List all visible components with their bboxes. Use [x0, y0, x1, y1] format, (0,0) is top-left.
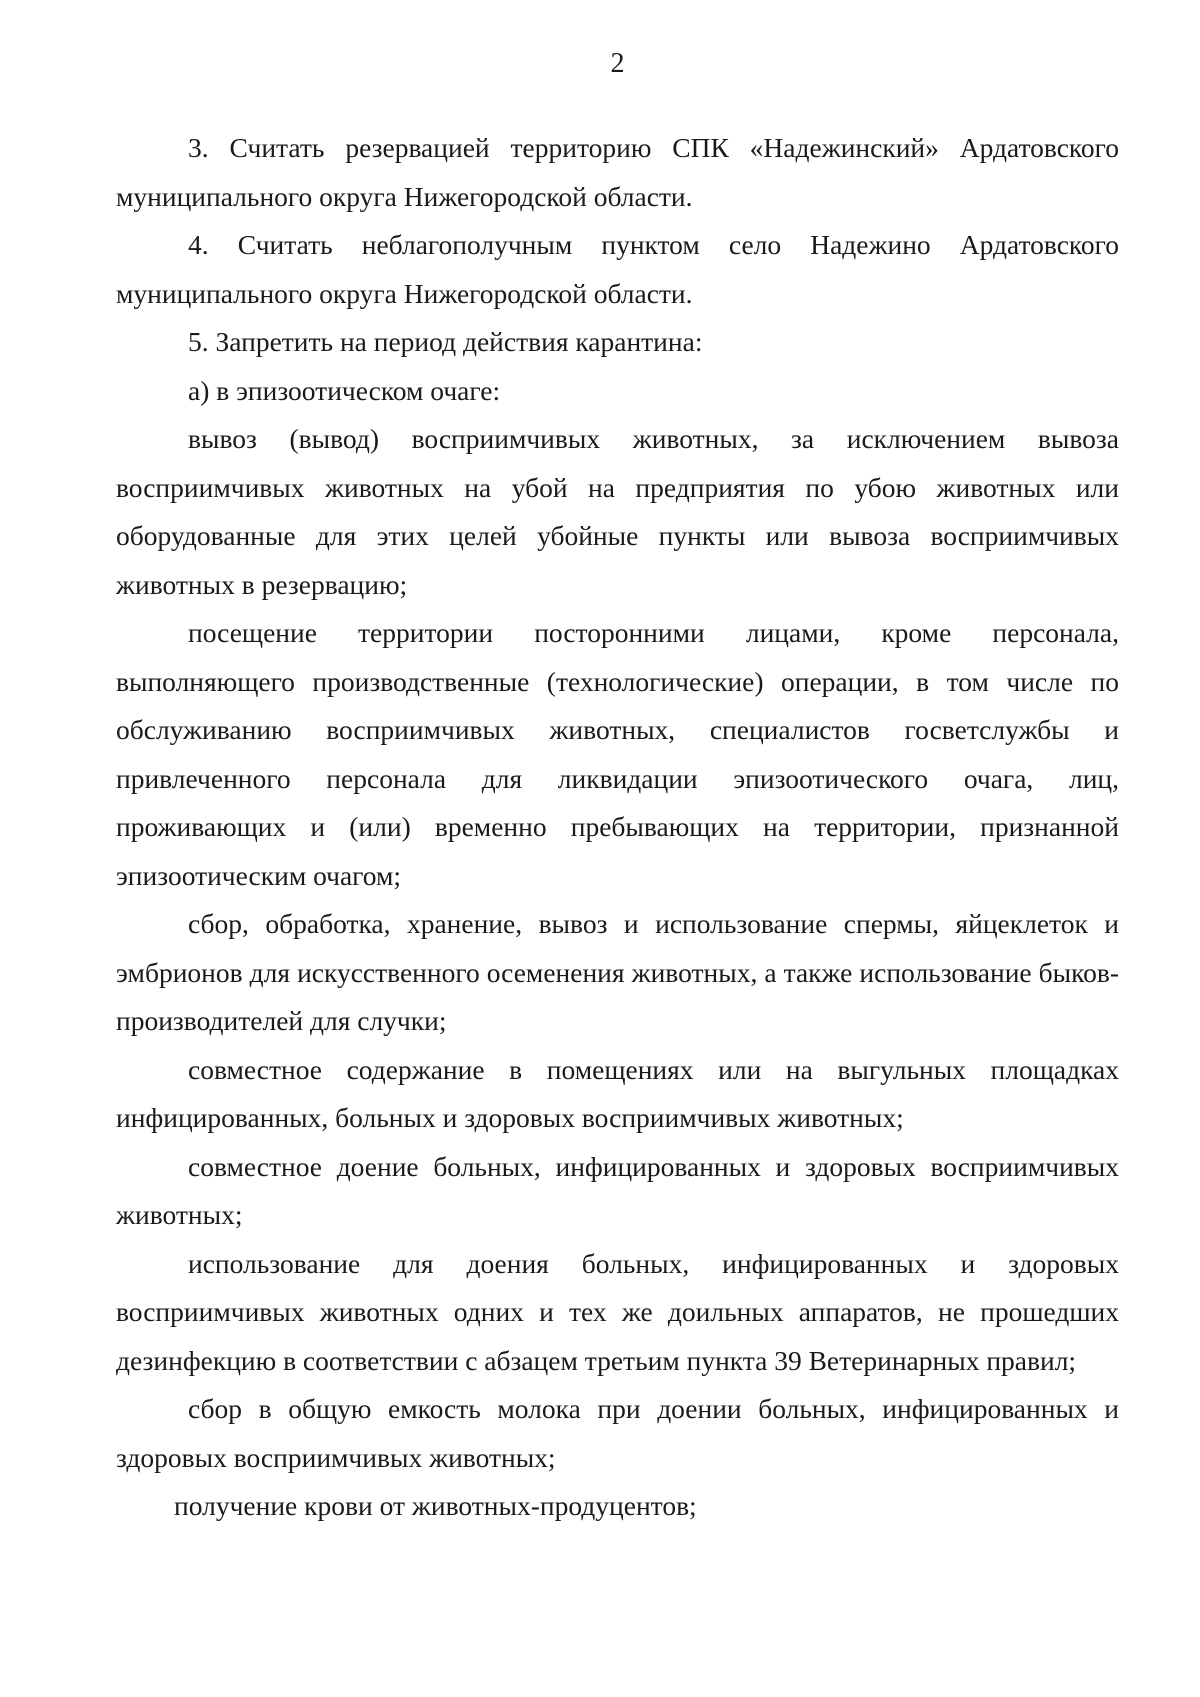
page-number: 2 [610, 48, 625, 79]
paragraph-visit-territory: посещение территории посторонними лицами, кроме персонала, выполняющего производственные (технологические) операции, в том числе по обслуживанию восприимчивых животных, специалистов госветслужбы и привлеченного персонала для ликвидации эпизоотического очага, лиц, проживающих и (или) временно пребывающих на территории, признанной эпизоотическим очагом; [116, 617, 1119, 891]
paragraph-joint-keeping: совместное содержание в помещениях или на выгульных площадках инфицированных, больных и здоровых восприимчивых животных; [116, 1053, 1119, 1133]
paragraph-animal-export: вывоз (вывод) восприимчивых животных, за исключением вывоза восприимчивых животных на убой на предприятия по убою животных или оборудованные для этих целей убойные пункты или вывоза восприимчивых животных в резервацию; [116, 423, 1119, 600]
paragraph-quarantine-ban: 5. Запретить на период действия карантина: [188, 326, 703, 357]
paragraph-reservation: 3. Считать резервацией территорию СПК «Надежинский» Ардатовского муниципального округа Нижегородской области. [116, 132, 1119, 212]
paragraph-sperm-collection: сбор, обработка, хранение, вывоз и использование спермы, яйцеклеток и эмбрионов для искусственного осеменения животных, а также использование быков-производителей для случки; [116, 908, 1119, 1036]
paragraph-episootic-focus: а) в эпизоотическом очаге: [188, 374, 501, 406]
paragraph-blood-collection: получение крови от животных-продуцентов; [174, 1490, 697, 1521]
paragraph-milk-collection: сбор в общую емкость молока при доении больных, инфицированных и здоровых восприимчивых животных; [116, 1393, 1119, 1473]
paragraph-unfavorable-point: 4. Считать неблагополучным пунктом село Надежино Ардатовского муниципального округа Нижегородской области. [116, 229, 1119, 309]
document-body [116, 124, 1119, 1531]
paragraph-milking-equipment: использование для доения больных, инфицированных и здоровых восприимчивых животных одних и тех же доильных аппаратов, не прошедших дезинфекцию в соответствии с абзацем третьим пункта 39 Ветеринарных правил; [116, 1247, 1119, 1376]
paragraph-joint-milking: совместное доение больных, инфицированных и здоровых восприимчивых животных; [116, 1150, 1119, 1230]
